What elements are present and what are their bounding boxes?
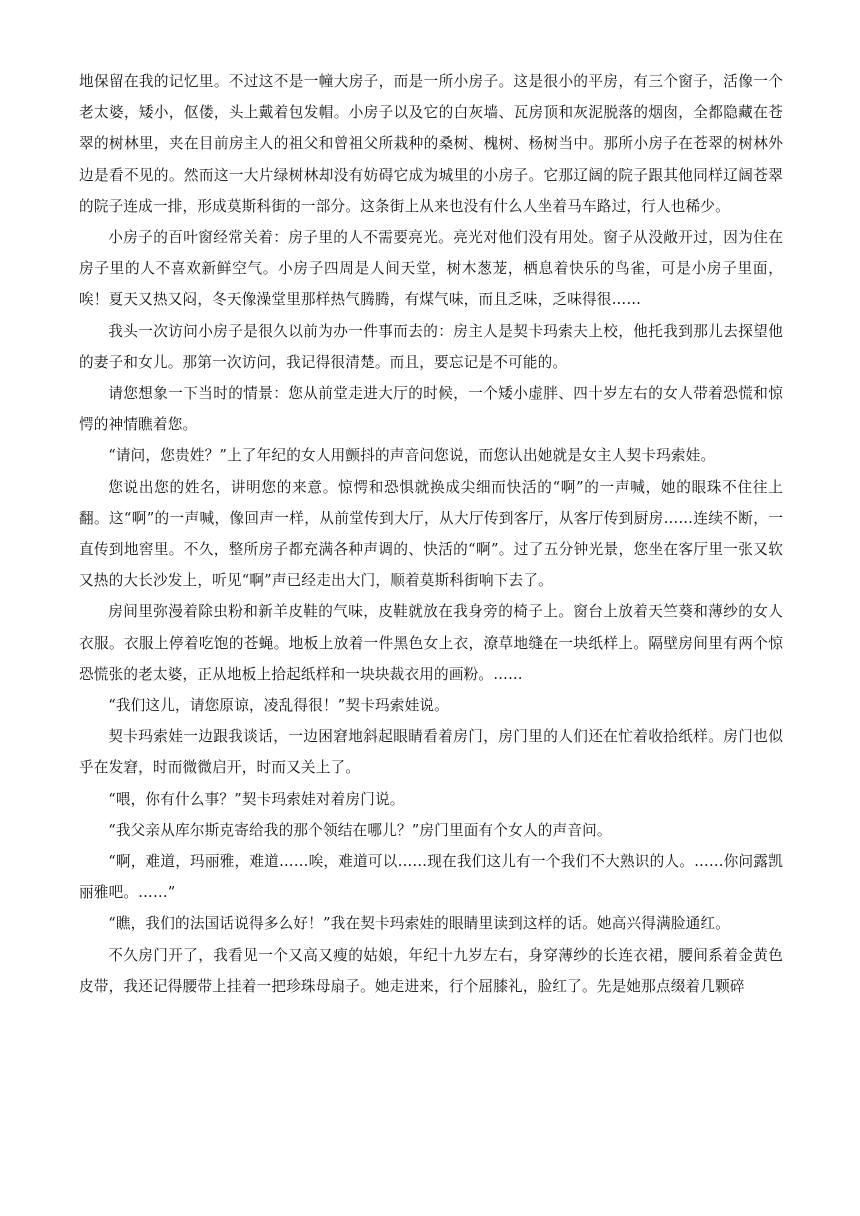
paragraph: 房间里弥漫着除虫粉和新羊皮鞋的气味，皮鞋就放在我身旁的椅子上。窗台上放着天竺葵和薄纱的女人衣服。衣服上停着吃饱的苍蝇。地板上放着一件黑色女上衣，潦草地缝在一块纸样上。隔壁房间里有两个惊恐慌张的老太婆，正从地板上拾起纸样和一块块裁衣用的画粉。…… — [79, 603, 783, 683]
paragraph: 小房子的百叶窗经常关着：房子里的人不需要亮光。亮光对他们没有用处。窗子从没敞开过，因为住在房子里的人不喜欢新鲜空气。小房子四周是人间天堂，树木葱茏，栖息着快乐的鸟雀，可是小房子里面，唉！夏天又热又闷，冬天像澡堂里那样热气腾腾，有煤气味，而且乏味，乏味得很…… — [79, 229, 783, 309]
paragraph: 您说出您的姓名，讲明您的来意。惊愕和恐惧就换成尖细而快活的“啊”的一声喊，她的眼珠不住往上翻。这“啊”的一声喊，像回声一样，从前堂传到大厅，从大厅传到客厅，从客厅传到厨房……连续不断，一直传到地窖里。不久，整所房子都充满各种声调的、快活的“啊”。过了五分钟光景，您坐在客厅里一张又软又热的大长沙发上，听见“啊”声已经走出大门，顺着莫斯科街响下去了。 — [79, 478, 783, 590]
paragraph: “啊，难道，玛丽雅，难道……唉，难道可以……现在我们这儿有一个我们不大熟识的人。……你问露凯丽雅吧。……” — [79, 853, 783, 902]
paragraph: 我头一次访问小房子是很久以前为办一件事而去的：房主人是契卡玛索夫上校，他托我到那儿去探望他的妻子和女儿。那第一次访问，我记得很清楚。而且，要忘记是不可能的。 — [79, 322, 783, 371]
paragraph: “我父亲从库尔斯克寄给我的那个领结在哪儿？”房门里面有个女人的声音问。 — [108, 821, 612, 839]
paragraph: “请问，您贵姓？”上了年纪的女人用颤抖的声音问您说，而您认出她就是女主人契卡玛索娃。 — [108, 447, 716, 465]
paragraph: 不久房门开了，我看见一个又高又瘦的姑娘，年纪十九岁左右，身穿薄纱的长连衣裙，腰间系着金黄色皮带，我还记得腰带上挂着一把珍珠母扇子。她走进来，行个屈膝礼，脸红了。先是她那点缀着几颗碎 — [79, 946, 783, 995]
paragraph: 请您想象一下当时的情景：您从前堂走进大厅的时候，一个矮小虚胖、四十岁左右的女人带着恐慌和惊愕的神情瞧着您。 — [79, 385, 783, 434]
paragraph: 契卡玛索娃一边跟我谈话，一边困窘地斜起眼睛看着房门，房门里的人们还在忙着收拾纸样。房门也似乎在发窘，时而微微启开，时而又关上了。 — [79, 728, 783, 777]
paragraph: “瞧，我们的法国话说得多么好！”我在契卡玛索娃的眼睛里读到这样的话。她高兴得满脸通红。 — [108, 915, 731, 933]
paragraph: “喂，你有什么事？”契卡玛索娃对着房门说。 — [108, 790, 405, 808]
paragraph: “我们这儿，请您原谅，凌乱得很！”契卡玛索娃说。 — [108, 697, 449, 715]
paragraph: 地保留在我的记忆里。不过这不是一幢大房子，而是一所小房子。这是很小的平房，有三个窗子，活像一个老太婆，矮小，伛偻，头上戴着包发帽。小房子以及它的白灰墙、瓦房顶和灰泥脱落的烟囱，全都隐藏在苍翠的树林里，夹在目前房主人的祖父和曾祖父所栽种的桑树、槐树、杨树当中。那所小房子在苍翠的树林外边是看不见的。然而这一大片绿树林却没有妨碍它成为城里的小房子。它那辽阔的院子跟其他同样辽阔苍翠的院子连成一排，形成莫斯科街的一部分。这条街上从来也没有什么人坐着马车路过，行人也稀少。 — [79, 73, 783, 215]
document-page — [79, 66, 783, 1002]
